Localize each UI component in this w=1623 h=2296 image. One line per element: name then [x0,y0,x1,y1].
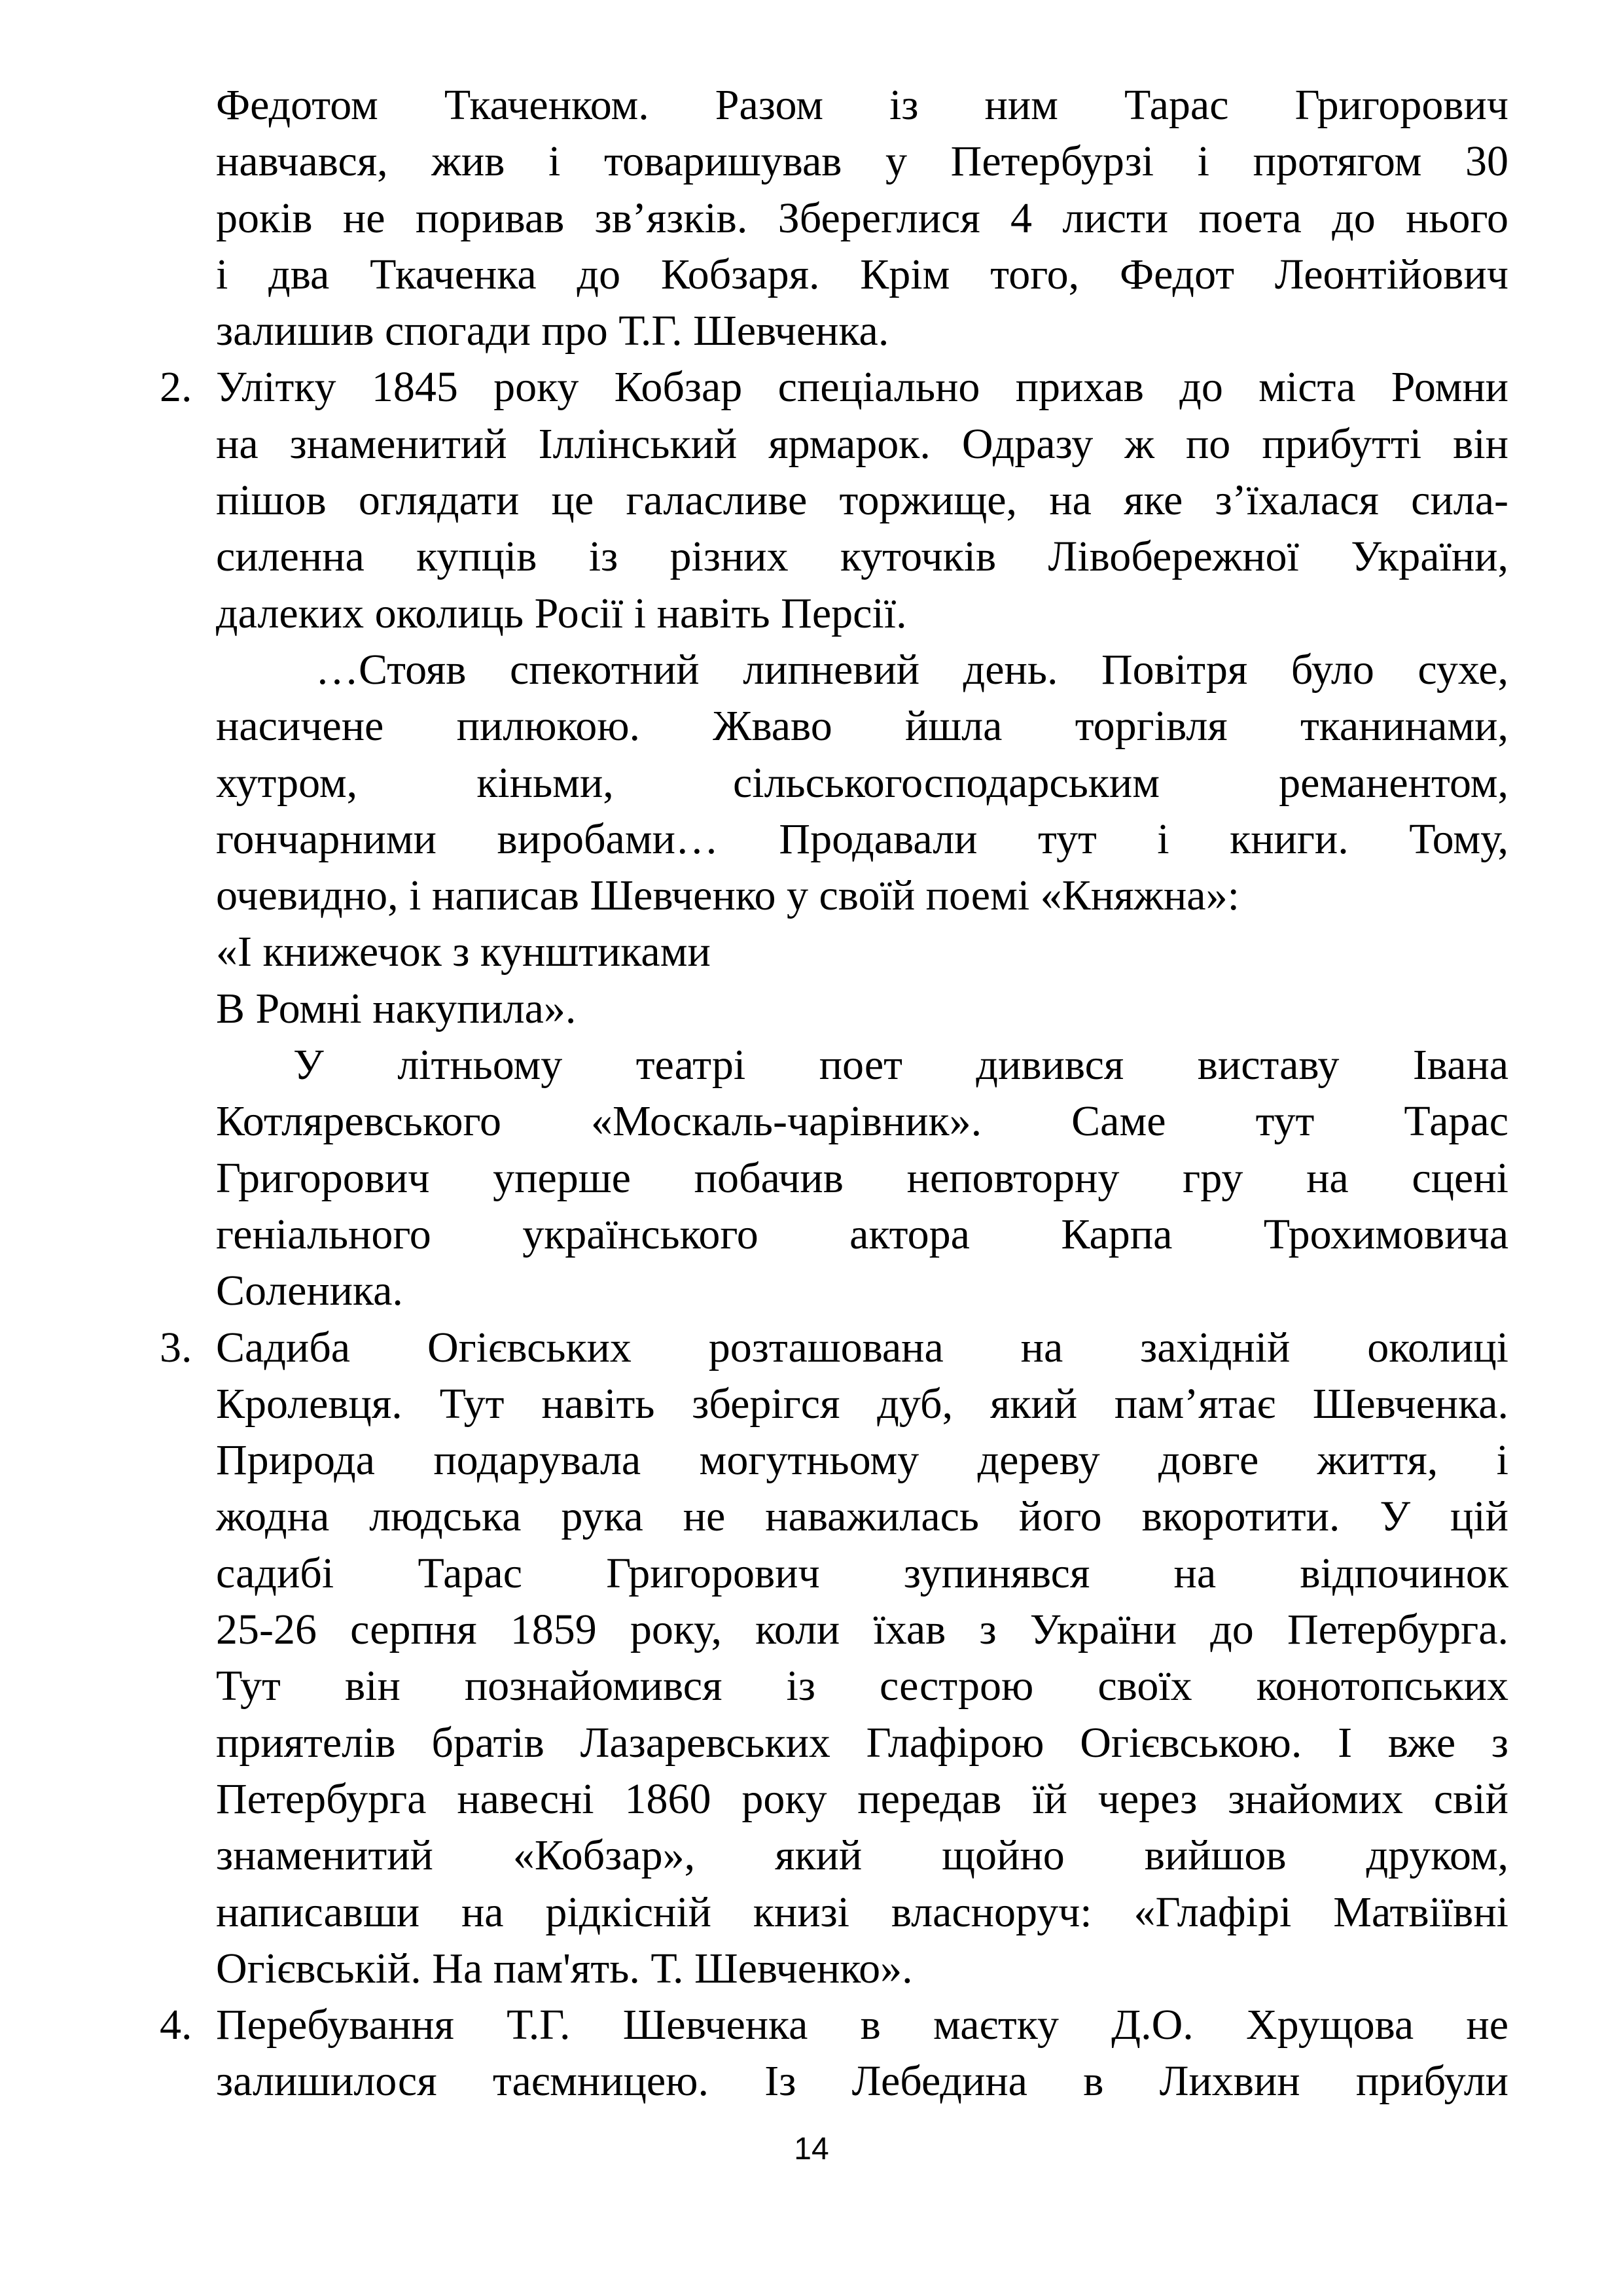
text-line: далеких околиць Росії і навіть Персії. [216,589,907,637]
list-number: 4. [160,2001,192,2049]
text-line: залишив спогади про Т.Г. Шевченка. [216,307,889,355]
text-line: знаменитий «Кобзар», який щойно вийшов друком, [216,1831,1508,1880]
text-line: пішов оглядати це галасливе торжище, на яке з’їхалася сила- [216,476,1508,525]
text-line: 25-26 серпня 1859 року, коли їхав з України до Петербурга. [216,1606,1508,1654]
verse-line: В Ромні накупила». [216,984,577,1033]
text-line: Огієвській. На пам'ять. Т. Шевченко». [216,1944,913,1992]
text-line: Природа подарувала могутньому дереву довге життя, і [216,1436,1508,1485]
verse-line: «І книжечок з кунштиками [216,928,711,976]
list-number: 3. [160,1323,192,1371]
text-line: на знаменитий Іллінський ярмарок. Одразу ж по прибутті він [216,419,1508,468]
text-line: років не поривав зв’язків. Збереглися 4 листи поета до нього [216,194,1508,242]
text-line: навчався, жив і товаришував у Петербурзі і протягом 30 [216,137,1508,186]
page-number: 14 [794,2132,829,2166]
text-line: садибі Тарас Григорович зупинявся на відпочинок [216,1549,1508,1597]
text-line: …Стояв спекотний липневий день. Повітря було сухе, [315,645,1508,694]
page-body [160,77,1508,2110]
text-line: Петербурга навесні 1860 року передав їй через знайомих свій [216,1775,1508,1823]
text-line: хутром, кіньми, сільськогосподарським реманентом, [216,758,1508,807]
text-line: приятелів братів Лазаревських Глафірою Огієвською. І вже з [216,1718,1508,1767]
text-line: Улітку 1845 року Кобзар спеціально прихав до міста Ромни [216,363,1508,412]
text-line: Кролевця. Тут навіть зберігся дуб, який пам’ятає Шевченка. [216,1379,1508,1428]
text-line: Садиба Огієвських розташована на західній околиці [216,1323,1508,1371]
paragraph-continuation [216,77,1508,359]
text-line: гончарними виробами… Продавали тут і книги. Тому, [216,815,1508,863]
list-item-4 [160,1997,1508,2110]
text-line: насичене пилюкою. Жваво йшла торгівля тканинами, [216,702,1508,751]
text-line: залишилося таємницею. Із Лебедина в Лихвин прибули [216,2057,1508,2106]
text-line: очевидно, і написав Шевченко у своїй поемі «Княжна»: [216,872,1240,920]
paragraph-fair [216,642,1508,924]
text-line: жодна людська рука не наважилась його вкоротити. У цій [216,1492,1508,1541]
text-line: У літньому театрі поет дивився виставу Івана [293,1041,1508,1089]
text-line: силенна купців із різних куточків Лівобережної України, [216,533,1508,581]
text-line: геніального українського актора Карпа Трохимовича [216,1210,1508,1258]
verse-quote [216,924,1508,1037]
list-item-2 [160,359,1508,641]
paragraph-theatre [216,1037,1508,1319]
text-line: Тут він познайомився із сестрою своїх конотопських [216,1662,1508,1710]
text-line: написавши на рідкісній книзі власноруч: «Глафірі Матвіївні [216,1888,1508,1936]
text-line: Соленика. [216,1267,403,1315]
text-line: і два Ткаченка до Кобзаря. Крім того, Федот Леонтійович [216,250,1508,298]
text-line: Григорович уперше побачив неповторну гру на сцені [216,1154,1508,1202]
list-item-3 [160,1320,1508,1998]
text-line: Перебування Т.Г. Шевченка в маєтку Д.О. Хрущова не [216,2001,1508,2049]
text-line: Федотом Ткаченком. Разом із ним Тарас Григорович [216,81,1508,129]
list-number: 2. [160,363,192,412]
text-line: Котляревського «Москаль-чарівник». Саме тут Тарас [216,1097,1508,1146]
